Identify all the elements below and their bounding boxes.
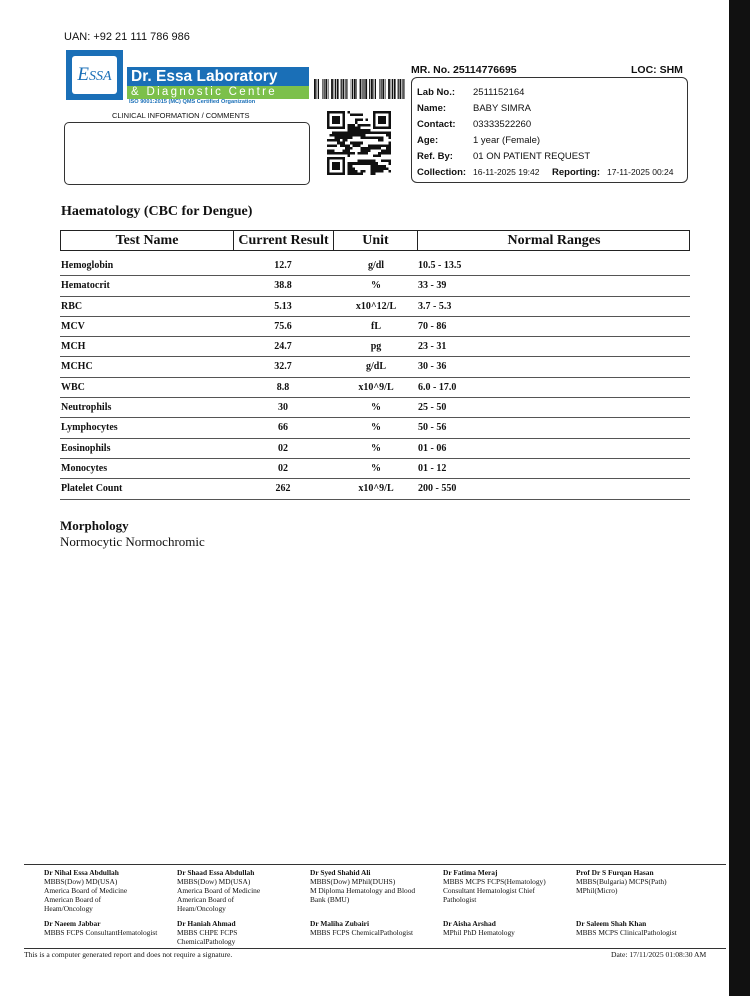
doctor-qualification: MBBS CHPE FCPS — [177, 928, 238, 937]
logo-subtitle: & Diagnostic Centre — [127, 86, 309, 99]
patient-info-box — [411, 77, 688, 183]
test-name-cell: Neutrophils — [61, 402, 112, 414]
doctor-qualification: ChemicalPathology — [177, 937, 236, 946]
patient-name: BABY SIMRA — [473, 103, 531, 114]
test-name-cell: Lymphocytes — [61, 422, 118, 434]
range-cell: 25 - 50 — [418, 402, 447, 414]
reporting-value: 17-11-2025 00:24 — [607, 167, 674, 177]
range-cell: 6.0 - 17.0 — [418, 381, 457, 393]
doctor-name: Dr Saleem Shah Khan — [576, 919, 647, 928]
clinical-info-box — [64, 122, 310, 185]
test-name-cell: Monocytes — [61, 462, 108, 474]
report-date: Date: 17/11/2025 01:08:30 AM — [611, 950, 707, 959]
qr-code-image — [327, 110, 391, 176]
footer-divider — [24, 864, 726, 865]
unit-cell: fL — [371, 320, 381, 332]
test-name-cell: WBC — [61, 381, 85, 393]
uan-number: UAN: +92 21 111 786 986 — [64, 31, 190, 43]
doctor-qualification: MPhil(Micro) — [576, 886, 618, 895]
doctor-entry — [310, 868, 415, 904]
doctor-entry — [576, 919, 677, 937]
doctor-name: Dr Syed Shahid Ali — [310, 868, 371, 877]
table-row — [60, 378, 690, 398]
header-test-name: Test Name — [115, 233, 179, 248]
range-cell: 33 - 39 — [418, 280, 447, 292]
doctor-qualification: M Diploma Hematology and Blood — [310, 886, 416, 895]
unit-cell: % — [371, 402, 381, 414]
doctor-qualification: Heam/Oncology — [44, 904, 93, 913]
range-cell: 200 - 550 — [418, 483, 457, 495]
doctor-qualification: Bank (BMU) — [310, 895, 350, 904]
test-name-cell: Hemoglobin — [61, 260, 114, 271]
mr-number: MR. No. 25114776695 — [411, 64, 517, 76]
doctor-qualification: America Board of Medicine — [177, 886, 261, 895]
doctor-name: Dr Shaad Essa Abdullah — [177, 868, 255, 877]
doctor-name: Dr Maliha Zubairi — [310, 919, 369, 928]
doctor-entry — [177, 919, 237, 946]
doctor-name: Dr Aisha Arshad — [443, 919, 496, 928]
table-row — [60, 357, 690, 377]
doctor-qualification: MBBS(Dow) MD(USA) — [44, 877, 118, 886]
ref-label: Ref. By: — [417, 151, 453, 162]
table-row — [60, 317, 690, 337]
unit-cell: % — [371, 422, 381, 434]
table-row — [60, 418, 690, 438]
result-cell: 12.7 — [274, 260, 292, 271]
unit-cell: g/dl — [367, 260, 385, 271]
result-cell: 24.7 — [274, 341, 292, 353]
doctor-entry — [44, 868, 127, 913]
test-name-cell: MCV — [61, 320, 85, 332]
doctor-qualification: MBBS MCPS FCPS(Hematology) — [443, 877, 546, 886]
range-cell: 30 - 36 — [418, 361, 447, 373]
result-cell: 8.8 — [276, 381, 290, 393]
age-value: 1 year (Female) — [473, 135, 541, 146]
header-current-result: Current Result — [238, 233, 329, 248]
lab-no-value: 2511152164 — [473, 87, 525, 98]
result-cell: 262 — [275, 483, 291, 495]
unit-cell: pg — [370, 341, 382, 353]
name-label: Name: — [417, 103, 447, 114]
table-row — [60, 439, 690, 459]
unit-cell: % — [371, 280, 381, 292]
age-label: Age: — [417, 135, 439, 146]
doctor-qualification: MBBS(Bulgaria) MCPS(Path) — [576, 877, 667, 886]
range-cell: 3.7 - 5.3 — [418, 300, 452, 312]
doctor-qualification: MPhil PhD Hematology — [443, 928, 515, 937]
section-title: Haematology (CBC for Dengue) — [61, 204, 253, 219]
doctor-qualification: MBBS(Dow) MD(USA) — [177, 877, 251, 886]
doctor-name: Dr Nihal Essa Abdullah — [44, 868, 119, 877]
doctor-entry — [44, 919, 157, 937]
footer-divider-bottom — [24, 948, 726, 949]
doctor-entry — [576, 868, 667, 895]
range-cell: 10.5 - 13.5 — [418, 260, 462, 271]
barcode-image — [314, 79, 406, 99]
test-name-cell: Hematocrit — [61, 280, 110, 292]
result-cell: 32.7 — [274, 361, 292, 373]
table-row — [60, 276, 690, 296]
range-cell: 50 - 56 — [418, 422, 447, 434]
unit-cell: x10^9/L — [358, 381, 394, 393]
unit-cell: % — [371, 442, 381, 454]
header-unit: Unit — [362, 233, 389, 248]
doctor-qualification: MBBS FCPS ConsultantHematologist — [44, 928, 158, 937]
test-name-cell: RBC — [61, 300, 83, 312]
reporting-label: Reporting: — [552, 167, 601, 178]
logo-mark: ESSA — [66, 50, 123, 100]
table-row — [60, 459, 690, 479]
collection-label: Collection: — [417, 167, 467, 178]
header-normal-ranges: Normal Ranges — [507, 233, 601, 248]
doctor-qualification: American Board of — [177, 895, 235, 904]
logo-iso-line: ISO 9001:2015 (MC) QMS Certified Organization — [129, 99, 256, 105]
doctor-name: Prof Dr S Furqan Hasan — [576, 868, 654, 877]
unit-cell: x10^9/L — [358, 483, 394, 495]
results-table-body — [60, 256, 690, 500]
ref-value: 01 ON PATIENT REQUEST — [473, 151, 591, 162]
result-cell: 30 — [278, 402, 288, 414]
results-table-header — [60, 230, 690, 251]
doctor-entry — [177, 868, 260, 913]
doctor-name: Dr Haniah Ahmad — [177, 919, 236, 928]
morphology-text: Normocytic Normochromic — [60, 534, 205, 549]
result-cell: 38.8 — [274, 280, 292, 292]
collection-value: 16-11-2025 19:42 — [473, 167, 540, 177]
table-row — [60, 256, 690, 276]
location: LOC: SHM — [631, 64, 683, 76]
range-cell: 01 - 12 — [418, 462, 447, 474]
doctor-qualification: American Board of — [44, 895, 102, 904]
lab-no-label: Lab No.: — [417, 87, 455, 98]
doctor-qualification: MBBS FCPS ChemicalPathologist — [310, 928, 414, 937]
footer-note: This is a computer generated report and does not require a signature. — [24, 950, 233, 959]
doctor-name: Dr Fatima Meraj — [443, 868, 498, 877]
test-name-cell: Eosinophils — [61, 442, 111, 454]
unit-cell: % — [371, 462, 381, 474]
result-cell: 5.13 — [274, 300, 292, 312]
doctor-qualification: MBBS MCPS ClinicalPathologist — [576, 928, 677, 937]
test-name-cell: Platelet Count — [61, 483, 123, 495]
result-cell: 02 — [278, 442, 288, 454]
doctor-qualification: Pathologist — [443, 895, 477, 904]
result-cell: 02 — [278, 462, 288, 474]
doctor-qualification: America Board of Medicine — [44, 886, 128, 895]
contact-label: Contact: — [417, 119, 456, 130]
table-row — [60, 297, 690, 317]
contact-value: 03333522260 — [473, 119, 532, 130]
test-name-cell: MCHC — [61, 361, 93, 373]
doctor-qualification: Heam/Oncology — [177, 904, 226, 913]
doctor-entry — [443, 919, 515, 937]
logo-lab-name: Dr. Essa Laboratory — [127, 67, 309, 86]
clinical-info-label: CLINICAL INFORMATION / COMMENTS — [112, 111, 250, 120]
unit-cell: x10^12/L — [355, 300, 397, 312]
result-cell: 66 — [278, 422, 288, 434]
table-row — [60, 398, 690, 418]
page-edge — [729, 0, 750, 996]
lab-logo — [66, 50, 309, 106]
test-name-cell: MCH — [61, 341, 86, 353]
doctor-qualification: Consultant Hematologist Chief — [443, 886, 535, 895]
doctor-qualification: MBBS(Dow) MPhil(DUHS) — [310, 877, 396, 886]
doctor-entry — [443, 868, 546, 904]
table-row — [60, 479, 690, 499]
range-cell: 01 - 06 — [418, 442, 447, 454]
result-cell: 75.6 — [274, 320, 292, 332]
range-cell: 23 - 31 — [418, 341, 447, 353]
table-row — [60, 337, 690, 357]
doctor-entry — [310, 919, 413, 937]
doctor-name: Dr Naeem Jabbar — [44, 919, 101, 928]
range-cell: 70 - 86 — [418, 320, 447, 332]
morphology-title: Morphology — [60, 518, 129, 533]
unit-cell: g/dL — [365, 361, 386, 373]
